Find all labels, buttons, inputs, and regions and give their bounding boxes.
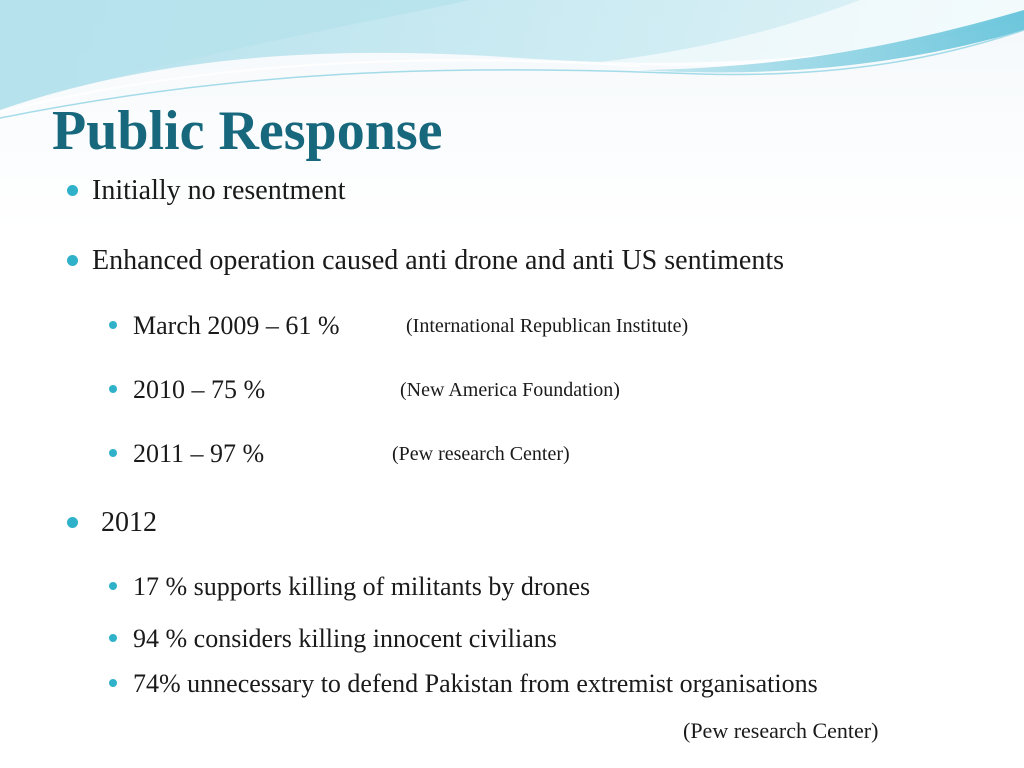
bullet-dot (109, 385, 117, 393)
bullet-text: 2010 – 75 % (133, 375, 266, 404)
source-citation: (Pew research Center) (392, 443, 570, 465)
bullet-text: 94 % considers killing innocent civilians (133, 624, 557, 653)
bullet-text: 74% unnecessary to defend Pakistan from extremist organisations (133, 669, 818, 698)
bullet-dot (109, 634, 117, 642)
bullet-dot (67, 517, 78, 528)
sub-bullet-item (133, 310, 340, 342)
sub-bullet-item (133, 571, 590, 603)
bullet-item (92, 173, 346, 209)
footer-source-citation: (Pew research Center) (683, 718, 879, 743)
source-citation: (New America Foundation) (400, 379, 620, 401)
bullet-text: 2011 – 97 % (133, 439, 265, 468)
sub-bullet-item (133, 374, 265, 406)
bullet-dot (67, 255, 78, 266)
bullet-dot (109, 679, 117, 687)
bullet-item (92, 243, 784, 279)
slide-title: Public Response (52, 100, 443, 162)
bullet-text: March 2009 – 61 % (133, 311, 340, 340)
bullet-text: 2012 (101, 507, 157, 538)
bullet-text: Initially no resentment (92, 175, 346, 206)
bullet-text: 17 % supports killing of militants by drones (133, 572, 591, 601)
sub-bullet-item (133, 623, 557, 655)
sub-bullet-item (133, 438, 264, 470)
bullet-item (101, 505, 157, 541)
source-citation: (International Republican Institute) (406, 315, 689, 337)
bullet-text: Enhanced operation caused anti drone and anti US sentiments (92, 245, 785, 276)
sub-bullet-item (133, 668, 818, 700)
bullet-dot (67, 185, 78, 196)
bullet-dot (109, 582, 117, 590)
bullet-dot (109, 449, 117, 457)
bullet-dot (109, 321, 117, 329)
